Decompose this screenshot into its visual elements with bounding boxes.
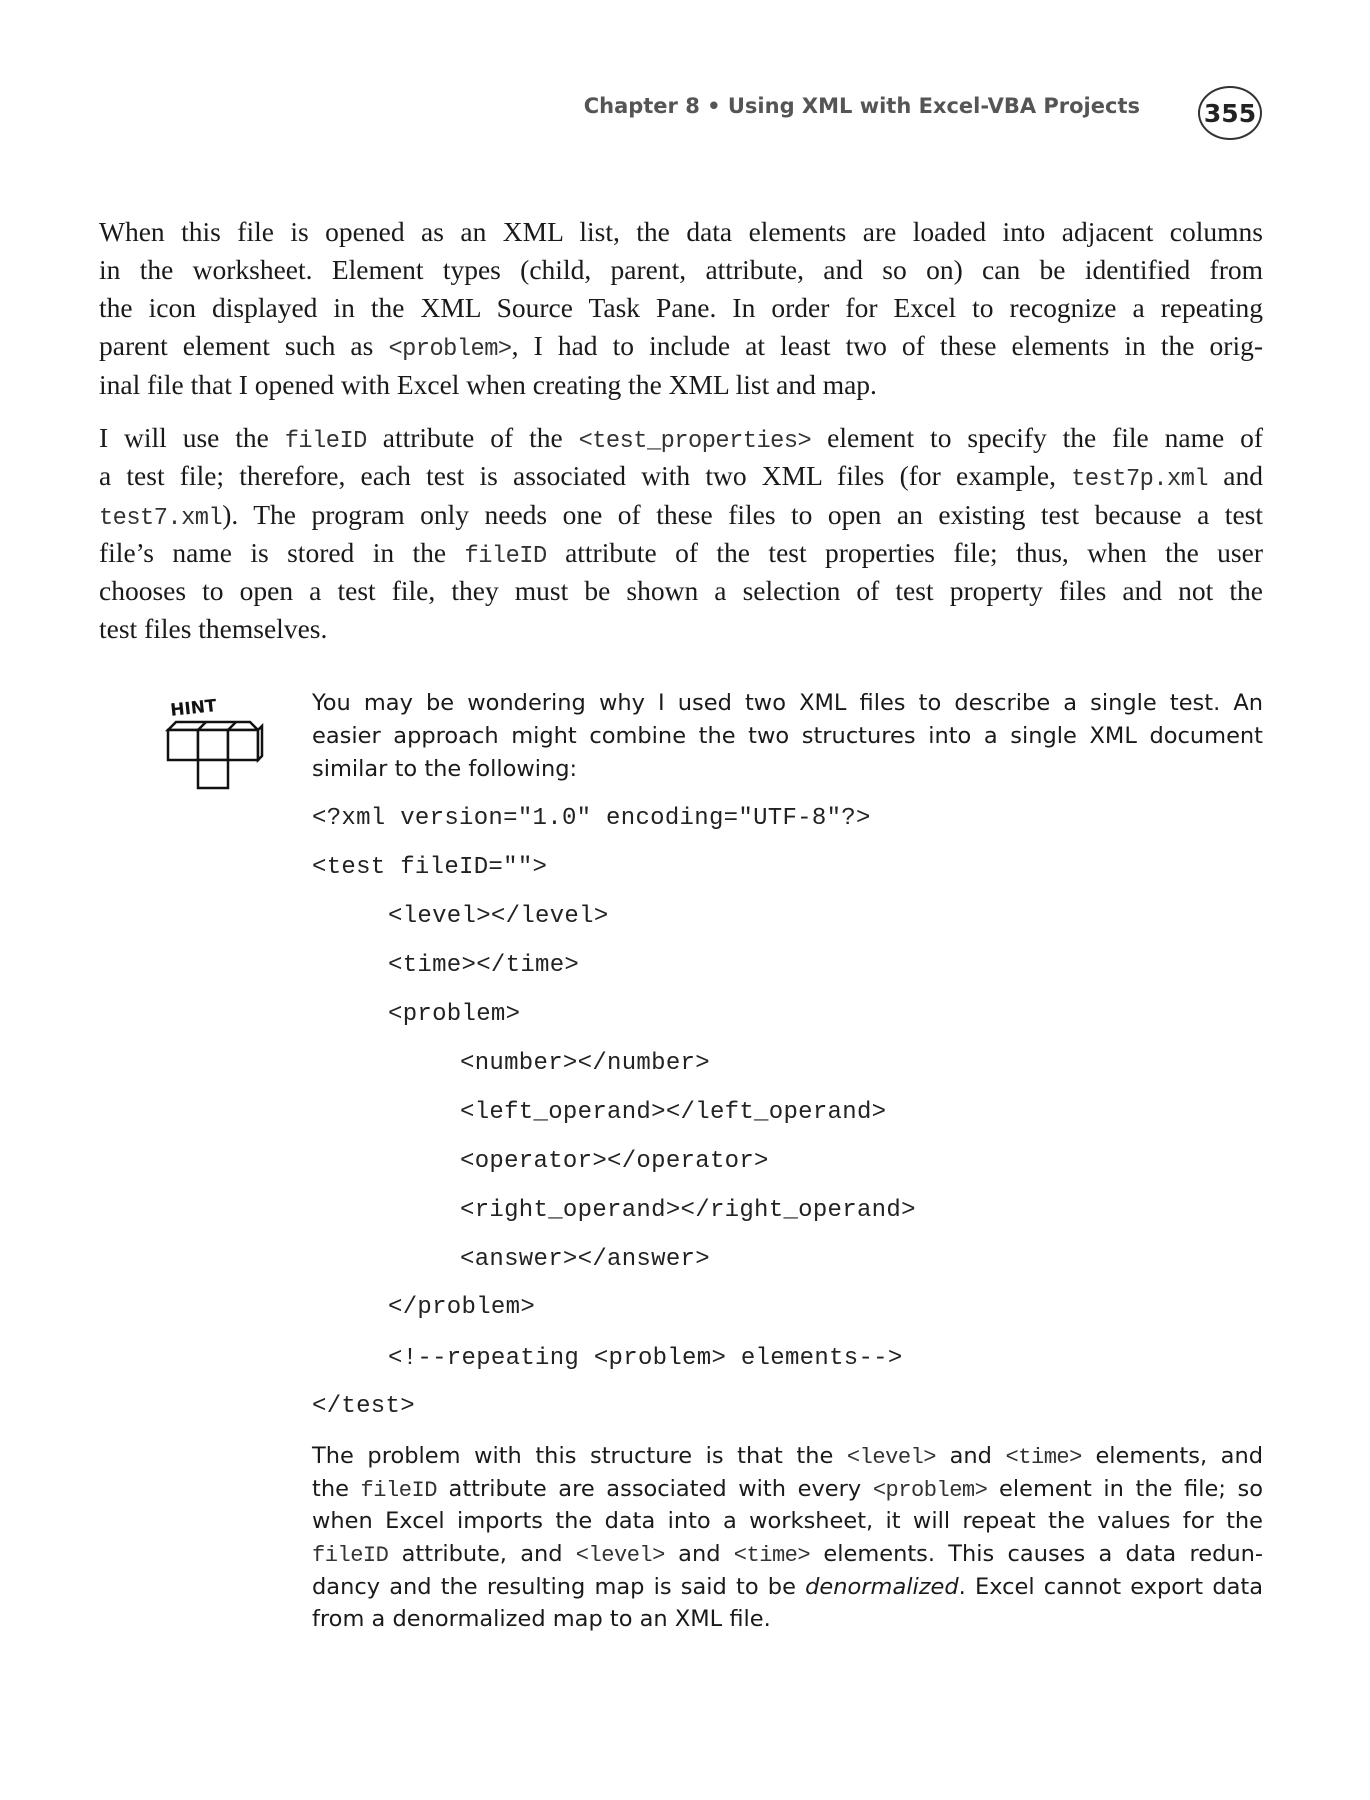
code-line: <!--repeating <problem> elements--> bbox=[388, 1345, 903, 1372]
paragraph-xml-list-line bbox=[99, 289, 1263, 327]
inline-code: <problem> bbox=[872, 1477, 988, 1503]
hint-explanation-line bbox=[312, 1440, 1263, 1473]
code-line: <time></time> bbox=[388, 952, 580, 979]
inline-code: test7p.xml bbox=[1071, 466, 1209, 493]
text-run: element in the file; so bbox=[987, 1475, 1264, 1502]
code-line: </test> bbox=[312, 1393, 415, 1420]
text-run: ). The program only needs one of these files to open an existing test because a test bbox=[222, 499, 1263, 530]
paragraph-xml-list-line bbox=[99, 366, 1263, 404]
paragraph-fileid-line bbox=[99, 572, 1263, 610]
paragraph-fileid-line bbox=[99, 610, 1263, 648]
text-run: and bbox=[664, 1540, 734, 1567]
inline-code: <problem> bbox=[388, 336, 512, 363]
text-run: and bbox=[1208, 460, 1263, 491]
paragraph-fileid-line bbox=[99, 496, 1263, 534]
paragraph-xml-list-line bbox=[99, 213, 1263, 251]
code-line: <problem> bbox=[388, 1001, 521, 1028]
inline-code: fileID bbox=[284, 428, 367, 455]
hint-intro-line bbox=[312, 720, 1263, 753]
svg-text:HINT: HINT bbox=[169, 696, 218, 721]
text-run: inal file that I opened with Excel when creating the XML list and map. bbox=[99, 369, 877, 400]
hint-icon bbox=[158, 690, 268, 795]
text-run: the icon displayed in the XML Source Task Pane. In order for Excel to recognize a repeating bbox=[99, 292, 1263, 323]
code-line: <number></number> bbox=[460, 1050, 710, 1077]
text-run: parent element such as bbox=[99, 330, 389, 361]
paragraph-fileid-line bbox=[99, 534, 1263, 572]
text-run: element to specify the file name of bbox=[811, 422, 1263, 453]
hint-explanation-line bbox=[312, 1603, 1263, 1636]
code-line: </problem> bbox=[388, 1294, 536, 1321]
hint-intro-line bbox=[312, 753, 1263, 786]
code-line: <right_operand></right_operand> bbox=[460, 1197, 916, 1224]
paragraph-fileid-line bbox=[99, 457, 1263, 495]
text-run: from a denormalized map to an XML file. bbox=[312, 1605, 771, 1632]
inline-code: <level> bbox=[846, 1444, 937, 1470]
text-run: when Excel imports the data into a worksheet, it will repeat the values for the bbox=[312, 1507, 1263, 1534]
inline-code: fileID bbox=[312, 1542, 389, 1568]
emphasis-text: denormalized bbox=[805, 1573, 959, 1600]
inline-code: fileID bbox=[360, 1477, 437, 1503]
text-run: and bbox=[936, 1442, 1006, 1469]
inline-code: <level> bbox=[575, 1542, 665, 1568]
code-line: <level></level> bbox=[388, 903, 609, 930]
paragraph-fileid-line bbox=[99, 419, 1263, 457]
paragraph-xml-list-line bbox=[99, 327, 1263, 365]
paragraph-xml-list-line bbox=[99, 251, 1263, 289]
text-run: in the worksheet. Element types (child, parent, attribute, and so on) can be identified from bbox=[99, 254, 1263, 285]
text-run: attribute are associated with every bbox=[436, 1475, 873, 1502]
text-run: I will use the bbox=[99, 422, 285, 453]
text-run: chooses to open a test file, they must be shown a selection of test property files and not the bbox=[99, 575, 1263, 606]
text-run: dancy and the resulting map is said to be bbox=[312, 1573, 806, 1600]
text-run: When this file is opened as an XML list, the data elements are loaded into adjacent columns bbox=[99, 216, 1263, 247]
inline-code: <test_properties> bbox=[578, 428, 812, 455]
hint-explanation-line bbox=[312, 1473, 1263, 1506]
text-run: test files themselves. bbox=[99, 613, 328, 644]
text-run: elements, and bbox=[1081, 1442, 1263, 1469]
text-run: You may be wondering why I used two XML files to describe a single test. An bbox=[312, 689, 1263, 716]
running-header: Chapter 8 • Using XML with Excel-VBA Projects bbox=[583, 94, 1140, 118]
hint-explanation-line bbox=[312, 1505, 1263, 1538]
hint-intro-line bbox=[312, 687, 1263, 720]
inline-code: test7.xml bbox=[99, 505, 223, 532]
hint-explanation-line bbox=[312, 1538, 1263, 1571]
code-line: <left_operand></left_operand> bbox=[460, 1099, 887, 1126]
code-line: <answer></answer> bbox=[460, 1246, 710, 1273]
text-run: . Excel cannot export data bbox=[958, 1573, 1263, 1600]
code-line: <operator></operator> bbox=[460, 1148, 769, 1175]
code-line: <test fileID=""> bbox=[312, 854, 548, 881]
text-run: attribute of the test properties file; thus, when the user bbox=[546, 537, 1264, 568]
text-run: the bbox=[312, 1475, 361, 1502]
text-run: attribute of the bbox=[366, 422, 579, 453]
inline-code: <time> bbox=[733, 1542, 811, 1568]
text-run: attribute, and bbox=[388, 1540, 576, 1567]
inline-code: fileID bbox=[464, 543, 547, 570]
text-run: easier approach might combine the two structures into a single XML document bbox=[312, 722, 1263, 749]
text-run: elements. This causes a data redun- bbox=[810, 1540, 1263, 1567]
inline-code: <time> bbox=[1005, 1444, 1082, 1470]
text-run: , I had to include at least two of these elements in the orig- bbox=[511, 330, 1263, 361]
page-number: 355 bbox=[1198, 86, 1262, 140]
text-run: similar to the following: bbox=[312, 755, 578, 782]
hint-explanation-line bbox=[312, 1571, 1263, 1604]
text-run: file’s name is stored in the bbox=[99, 537, 465, 568]
text-run: The problem with this structure is that the bbox=[312, 1442, 847, 1469]
code-line: <?xml version="1.0" encoding="UTF-8"?> bbox=[312, 805, 871, 832]
text-run: a test file; therefore, each test is associated with two XML files (for example, bbox=[99, 460, 1072, 491]
